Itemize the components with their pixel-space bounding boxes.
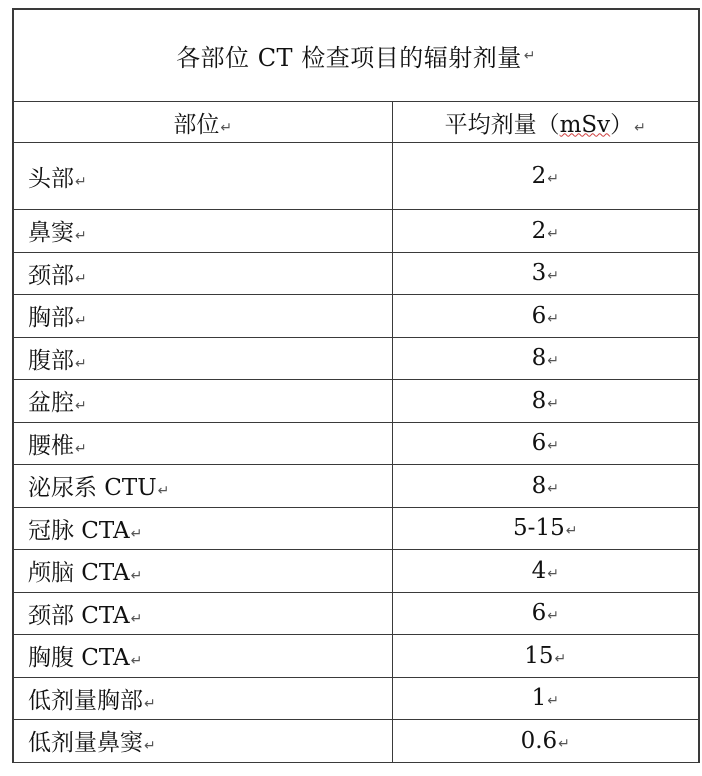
part-label: 胸腹 CTA: [28, 645, 130, 672]
header-dose: 平均剂量（mSv）↵: [392, 102, 698, 143]
paragraph-mark-icon: ↵: [75, 228, 87, 245]
dose-value: 4: [531, 557, 547, 584]
dose-table: [14, 102, 698, 763]
dose-value: 5-15: [513, 515, 565, 542]
dose-cell: [392, 422, 698, 465]
paragraph-mark-icon: ↵: [565, 523, 578, 540]
part-cell: [14, 635, 392, 678]
dose-cell: [392, 380, 698, 423]
table-title: 各部位 CT 检查项目的辐射剂量: [176, 44, 522, 72]
header-row: [14, 102, 698, 143]
paragraph-mark-icon: ↵: [547, 438, 559, 455]
table-row: [14, 143, 698, 210]
part-cell: [14, 720, 392, 763]
part-label: 胸部: [28, 305, 74, 332]
paragraph-mark-icon: ↵: [75, 398, 87, 415]
part-label: 鼻窦: [28, 220, 74, 247]
header-part: 部位↵: [14, 102, 392, 143]
paragraph-mark-icon: ↵: [220, 119, 233, 136]
paragraph-mark-icon: ↵: [523, 47, 536, 64]
table-row: [14, 210, 698, 253]
part-cell: [14, 677, 392, 720]
part-cell: [14, 252, 392, 295]
paragraph-mark-icon: ↵: [558, 735, 570, 752]
paragraph-mark-icon: ↵: [130, 610, 143, 627]
dose-value: 8: [531, 345, 547, 372]
part-label: 颅脑 CTA: [28, 560, 130, 587]
dose-cell: [392, 465, 698, 508]
paragraph-mark-icon: ↵: [547, 310, 559, 327]
paragraph-mark-icon: ↵: [547, 480, 559, 497]
paragraph-mark-icon: ↵: [144, 695, 156, 712]
table-row: [14, 635, 698, 678]
dose-value: 6: [531, 302, 547, 329]
dose-cell: [392, 677, 698, 720]
table-row: [14, 592, 698, 635]
dose-cell: [392, 295, 698, 338]
part-label: 颈部: [28, 262, 74, 289]
part-cell: [14, 507, 392, 550]
paragraph-mark-icon: ↵: [144, 738, 156, 755]
part-cell: [14, 380, 392, 423]
paragraph-mark-icon: ↵: [547, 268, 559, 285]
table-row: [14, 295, 698, 338]
table-row: [14, 422, 698, 465]
paragraph-mark-icon: ↵: [547, 693, 559, 710]
table-row: [14, 252, 698, 295]
paragraph-mark-icon: ↵: [130, 525, 143, 542]
part-label: 盆腔: [28, 390, 74, 417]
part-cell: [14, 465, 392, 508]
dose-value: 0.6: [520, 727, 558, 754]
part-label: 腰椎: [28, 432, 74, 459]
table-row: [14, 380, 698, 423]
dose-cell: [392, 592, 698, 635]
paragraph-mark-icon: ↵: [547, 565, 559, 582]
paragraph-mark-icon: ↵: [130, 653, 143, 670]
dose-value: 8: [531, 387, 547, 414]
dose-cell: [392, 337, 698, 380]
dose-value: 1: [531, 685, 547, 712]
dose-cell: [392, 210, 698, 253]
table-row: [14, 550, 698, 593]
paragraph-mark-icon: ↵: [157, 483, 170, 500]
unit-msv: mSv: [559, 111, 611, 138]
table-row: [14, 507, 698, 550]
paragraph-mark-icon: ↵: [130, 568, 143, 585]
dose-cell: [392, 550, 698, 593]
paragraph-mark-icon: ↵: [547, 395, 559, 412]
part-label: 低剂量鼻窦: [28, 730, 143, 757]
part-label: 泌尿系 CTU: [28, 475, 157, 502]
paragraph-mark-icon: ↵: [75, 355, 87, 372]
part-label: 低剂量胸部: [28, 687, 143, 714]
table-row: [14, 720, 698, 763]
dose-value: 15: [524, 642, 554, 669]
paragraph-mark-icon: ↵: [634, 119, 646, 136]
part-cell: [14, 143, 392, 210]
dose-cell: [392, 635, 698, 678]
part-label: 颈部 CTA: [28, 602, 130, 629]
dose-cell: [392, 143, 698, 210]
part-cell: [14, 592, 392, 635]
paragraph-mark-icon: ↵: [547, 608, 559, 625]
part-cell: [14, 422, 392, 465]
part-label: 冠脉 CTA: [28, 517, 130, 544]
table-row: [14, 337, 698, 380]
paragraph-mark-icon: ↵: [547, 225, 559, 242]
paragraph-mark-icon: ↵: [75, 173, 87, 190]
paragraph-mark-icon: ↵: [75, 440, 87, 457]
part-label: 腹部: [28, 347, 74, 374]
dose-document: [12, 8, 700, 763]
dose-value: 2: [531, 163, 547, 189]
dose-value: 8: [531, 472, 547, 499]
table-row: [14, 677, 698, 720]
part-cell: [14, 337, 392, 380]
paragraph-mark-icon: ↵: [547, 171, 559, 187]
paragraph-mark-icon: ↵: [75, 270, 87, 287]
dose-cell: [392, 720, 698, 763]
part-cell: [14, 295, 392, 338]
dose-value: 2: [531, 217, 547, 244]
part-cell: [14, 550, 392, 593]
table-row: [14, 465, 698, 508]
part-cell: [14, 210, 392, 253]
dose-cell: [392, 507, 698, 550]
paragraph-mark-icon: ↵: [547, 353, 559, 370]
table-title-cell: [14, 10, 698, 102]
paragraph-mark-icon: ↵: [75, 313, 87, 330]
dose-value: 6: [531, 430, 547, 457]
dose-value: 3: [531, 260, 547, 287]
paragraph-mark-icon: ↵: [554, 650, 567, 667]
dose-value: 6: [531, 600, 547, 627]
dose-cell: [392, 252, 698, 295]
part-label: 头部: [28, 165, 74, 192]
